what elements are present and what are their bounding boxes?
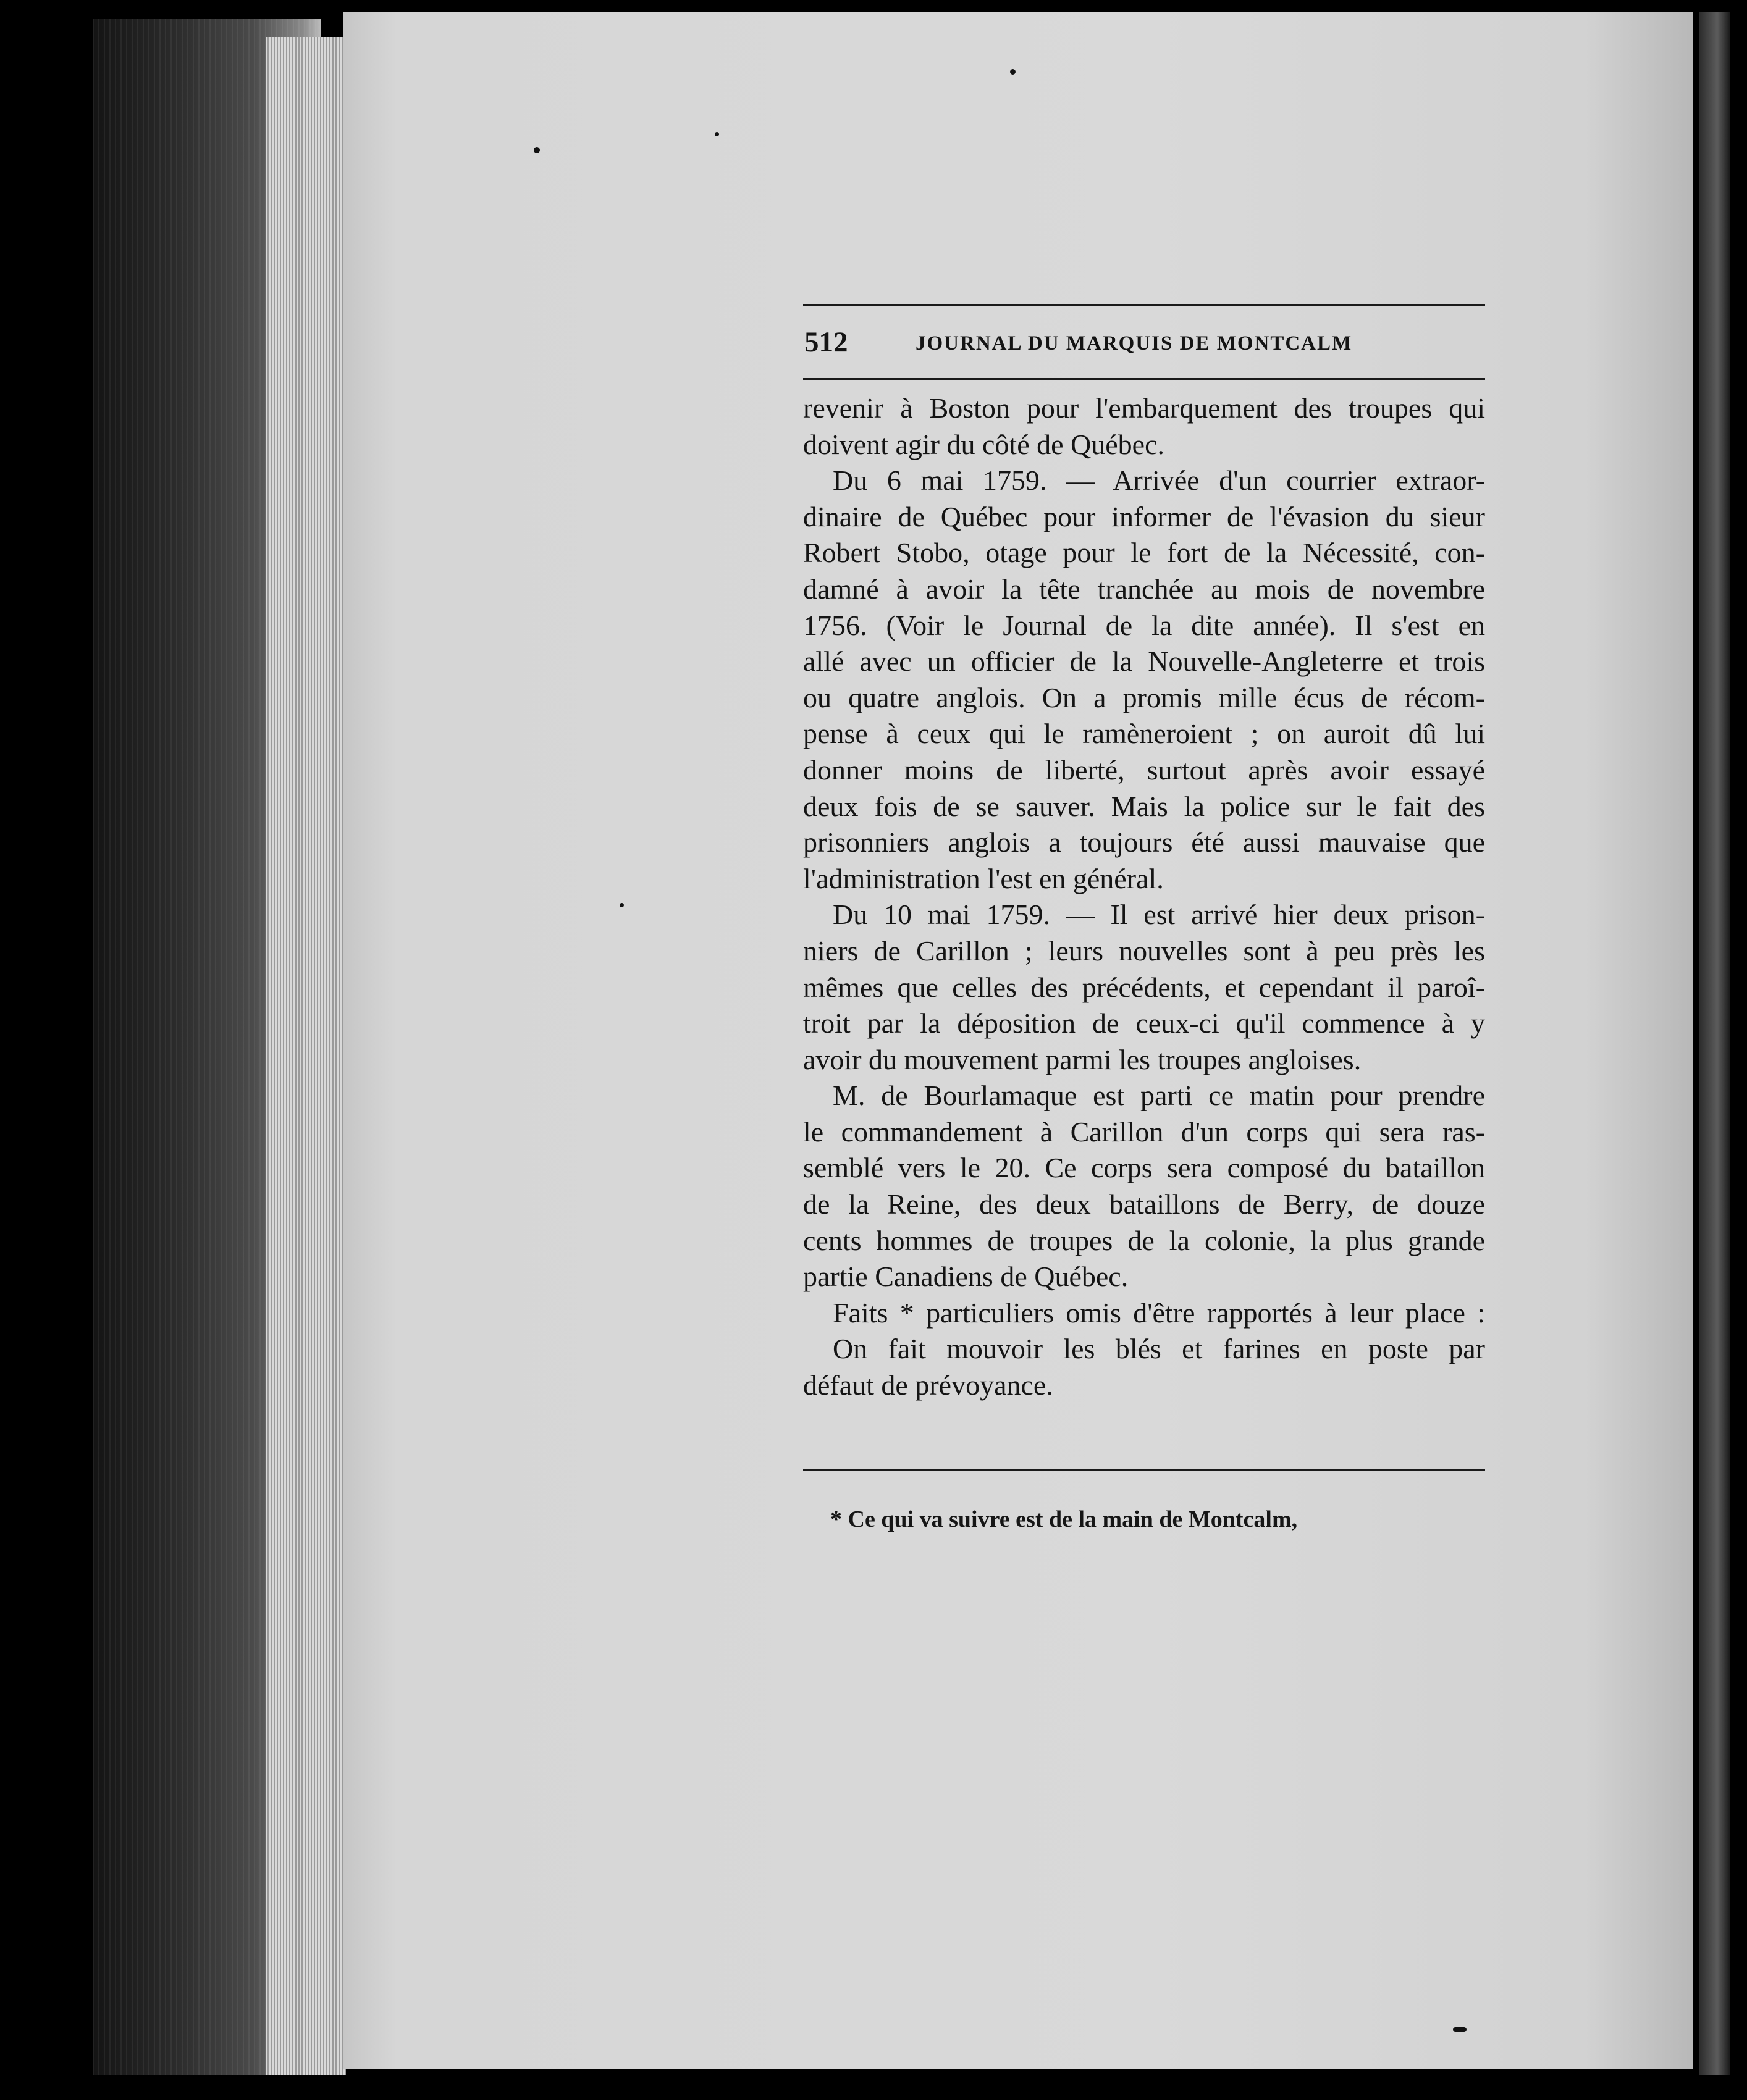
text-line: le commandement à Carillon d'un corps qui sera ras-: [803, 1115, 1485, 1148]
ink-speck: [1453, 2027, 1467, 2032]
footnote: * Ce qui va suivre est de la main de Montcalm,: [830, 1506, 1298, 1532]
text-line: partie Canadiens de Québec.: [803, 1261, 1129, 1293]
text-line: ou quatre anglois. On a promis mille écus de récom-: [803, 681, 1485, 713]
text-line: donner moins de liberté, surtout après avoir essayé: [803, 754, 1485, 786]
text-line: Du 10 mai 1759. — Il est arrivé hier deux prison-: [833, 899, 1485, 931]
text-line: prisonniers anglois a toujours été aussi mauvaise que: [803, 826, 1485, 859]
text-line: défaut de prévoyance.: [803, 1369, 1053, 1401]
text-line: de la Reine, des deux bataillons de Berry, de douze: [803, 1188, 1485, 1220]
running-title: JOURNAL DU MARQUIS DE MONTCALM: [916, 332, 1353, 355]
footnote-rule: [803, 1469, 1485, 1471]
text-line: doivent agir du côté de Québec.: [803, 428, 1164, 460]
text-line: Robert Stobo, otage pour le fort de la Nécessité, con-: [803, 537, 1485, 569]
page-stack-edge: [266, 37, 346, 2075]
text-line: cents hommes de troupes de la colonie, la plus grande: [803, 1224, 1485, 1256]
text-line: l'administration l'est en général.: [803, 862, 1164, 894]
page-number: 512: [804, 326, 848, 358]
ink-speck: [715, 132, 719, 136]
text-line: M. de Bourlamaque est parti ce matin pour prendre: [833, 1080, 1485, 1112]
text-line: revenir à Boston pour l'embarquement des troupes qui: [803, 392, 1485, 424]
text-line: troit par la déposition de ceux-ci qu'il commence à y: [803, 1007, 1485, 1040]
text-line: allé avec un officier de la Nouvelle-Angleterre et trois: [803, 645, 1485, 678]
text-line: damné à avoir la tête tranchée au mois de novembre: [803, 573, 1485, 605]
text-line: avoir du mouvement parmi les troupes angloises.: [803, 1043, 1362, 1075]
text-line: semblé vers le 20. Ce corps sera composé du bataillon: [803, 1152, 1485, 1184]
ink-speck: [620, 903, 624, 907]
text-line: On fait mouvoir les blés et farines en poste par: [833, 1333, 1485, 1365]
gutter-strip: [1699, 12, 1730, 2075]
running-head: [803, 321, 1485, 364]
text-line: Du 6 mai 1759. — Arrivée d'un courrier extraor-: [833, 464, 1485, 497]
text-line: 1756. (Voir le Journal de la dite année). Il s'est en: [803, 609, 1485, 641]
header-rule-bottom: [803, 378, 1485, 380]
header-rule-top: [803, 304, 1485, 306]
text-line: Faits * particuliers omis d'être rapportés à leur place :: [833, 1296, 1485, 1329]
text-line: niers de Carillon ; leurs nouvelles sont à peu près les: [803, 934, 1485, 967]
body-text: [803, 390, 1485, 1404]
text-line: deux fois de se sauver. Mais la police sur le fait des: [803, 790, 1485, 822]
ink-speck: [534, 147, 540, 153]
text-line: dinaire de Québec pour informer de l'évasion du sieur: [803, 500, 1485, 532]
text-line: mêmes que celles des précédents, et cependant il paroî-: [803, 971, 1485, 1003]
ink-speck: [1010, 69, 1016, 75]
text-line: pense à ceux qui le ramèneroient ; on auroit dû lui: [803, 718, 1485, 750]
